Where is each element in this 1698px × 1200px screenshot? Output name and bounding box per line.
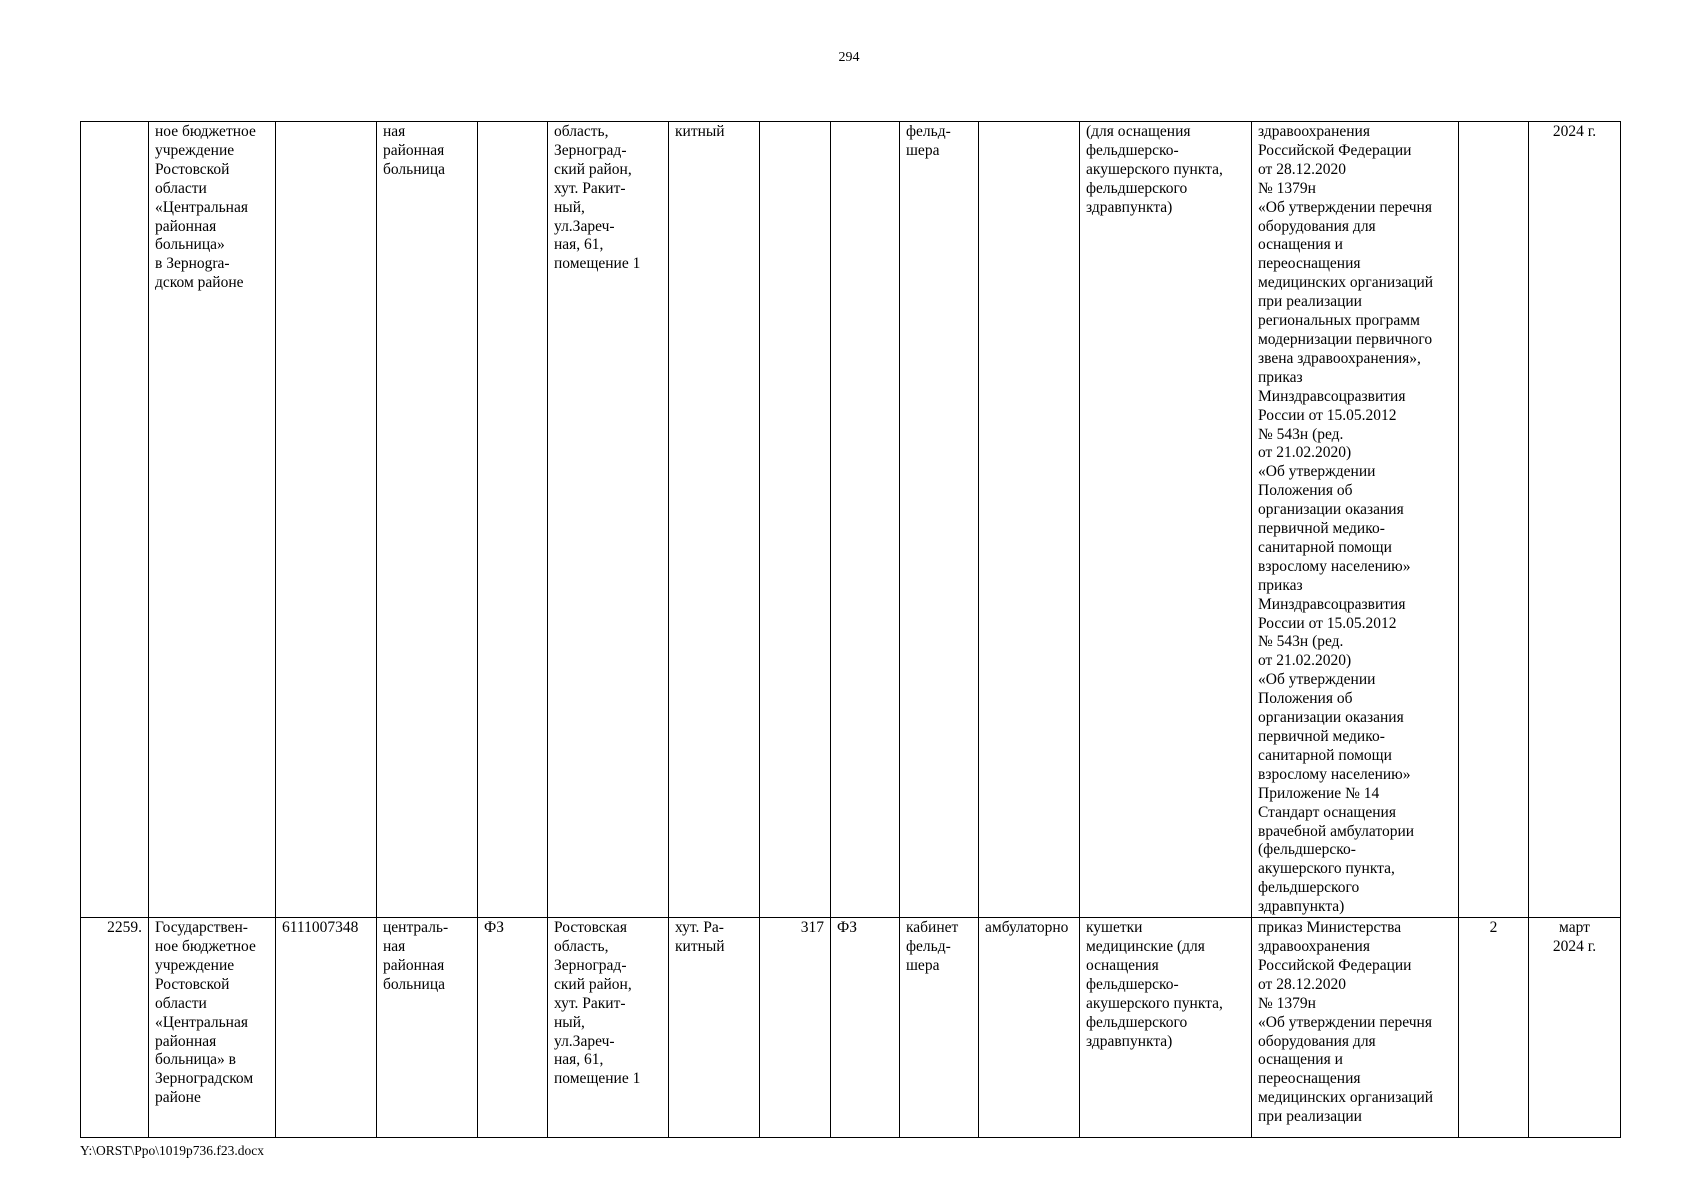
cell-room: фельд- шера xyxy=(900,122,979,918)
table-row xyxy=(81,918,1621,1138)
cell-equipment: кушетки медицинские (для оснащения фельдшерско- акушерского пункта, фельдшерского здравпункта) xyxy=(1080,918,1252,1138)
cell-date: март 2024 г. xyxy=(1529,918,1621,1138)
cell-quantity xyxy=(1459,122,1529,918)
cell-org-type: ная районная больница xyxy=(377,122,478,918)
cell-equipment: (для оснащения фельдшерско- акушерского пункта, фельдшерского здравпункта) xyxy=(1080,122,1252,918)
cell-org-type: централь- ная районная больница xyxy=(377,918,478,1138)
cell-care-type: амбулаторно xyxy=(979,918,1080,1138)
cell-care-type xyxy=(979,122,1080,918)
table-row xyxy=(81,122,1621,918)
cell-date: 2024 г. xyxy=(1529,122,1621,918)
cell-law xyxy=(478,122,548,918)
page-number: 294 xyxy=(838,50,860,65)
cell-address: область, Зерноград- ский район, хут. Ракит- ный, ул.Зареч- ная, 61, помещение 1 xyxy=(548,122,669,918)
cell-code xyxy=(760,122,831,918)
cell-law-2: ФЗ xyxy=(831,918,900,1138)
cell-law-2 xyxy=(831,122,900,918)
footer-file-path: Y:\ORST\Ppo\1019p736.f23.docx xyxy=(80,1143,265,1158)
document-table xyxy=(80,121,1621,1138)
cell-inn xyxy=(276,122,377,918)
cell-quantity: 2 xyxy=(1459,918,1529,1138)
cell-locality: хут. Ра- китный xyxy=(669,918,760,1138)
cell-number: 2259. xyxy=(81,918,149,1138)
cell-organization: Государствен- ное бюджетное учреждение Ростовской области «Центральная районная больница» в Зерноградском районе xyxy=(149,918,276,1138)
cell-number xyxy=(81,122,149,918)
cell-basis: здравоохранения Российской Федерации от 28.12.2020 № 1379н «Об утверждении перечня оборудования для оснащения и переоснащения медицинских организаций при реализации региональных программ модернизации первичного звена здравоохранения», приказ Минздравсоцразвития России от 15.05.2012 № 543н (ред. от 21.02.2020) «Об утверждении Положения об организации оказания первичной медико- санитарной помощи взрослому населению» приказ Минздравсоцразвития России от 15.05.2012 № 543н (ред. от 21.02.2020) «Об утверждении Положения об организации оказания первичной медико- санитарной помощи взрослому населению» Приложение № 14 Стандарт оснащения врачебной амбулатории (фельдшерско- акушерского пункта, фельдшерского здравпункта) xyxy=(1252,122,1459,918)
cell-basis: приказ Министерства здравоохранения Российской Федерации от 28.12.2020 № 1379н «Об утверждении перечня оборудования для оснащения и переоснащения медицинских организаций при реализации xyxy=(1252,918,1459,1138)
cell-inn: 6111007348 xyxy=(276,918,377,1138)
cell-code: 317 xyxy=(760,918,831,1138)
cell-address: Ростовская область, Зерноград- ский район, хут. Ракит- ный, ул.Зареч- ная, 61, помещение 1 xyxy=(548,918,669,1138)
cell-locality: китный xyxy=(669,122,760,918)
cell-law: ФЗ xyxy=(478,918,548,1138)
cell-room: кабинет фельд- шера xyxy=(900,918,979,1138)
cell-organization: ное бюджетное учреждение Ростовской области «Центральная районная больница» в Зернogra- дском районе xyxy=(149,122,276,918)
